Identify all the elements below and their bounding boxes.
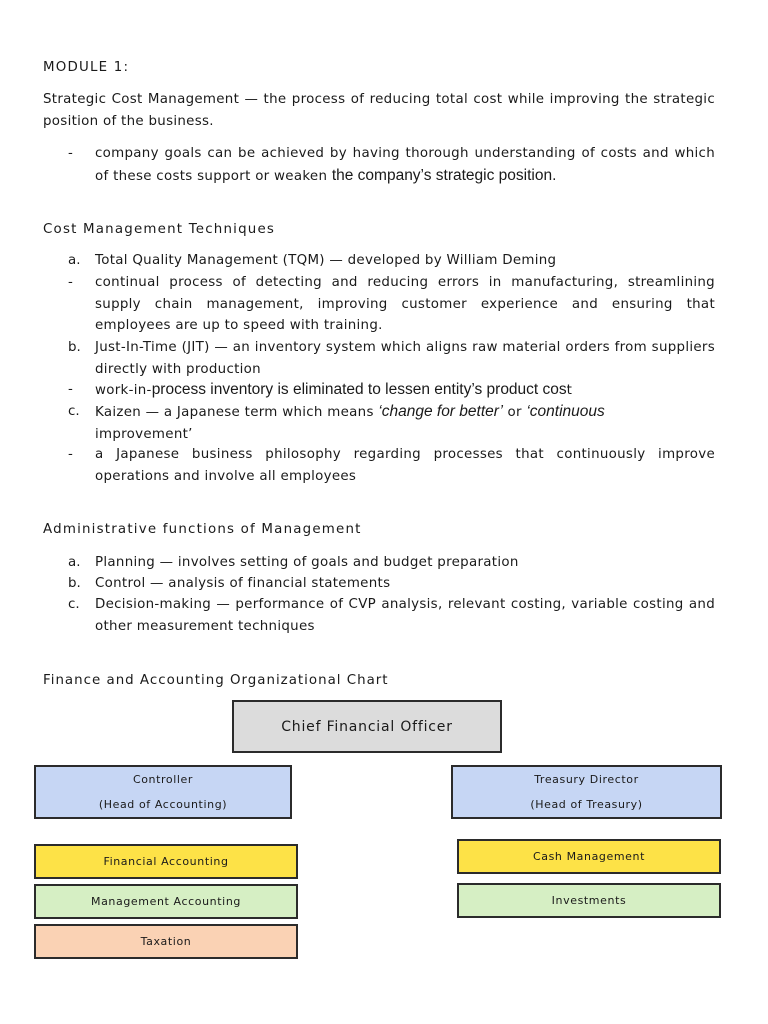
investments-box <box>457 883 721 918</box>
admin-item-planning: Planning — involves setting of goals and budget preparation <box>95 555 519 570</box>
admin-item-decision-making: Decision-making — performance of CVP analysis, relevant costing, variable costing and other measurement techniques <box>95 597 715 634</box>
jit-note <box>95 379 715 402</box>
intro-bullet-text: company goals can be achieved by having thorough understanding of costs and which of these costs support or weaken <box>95 146 715 184</box>
kaizen-marker: c. <box>68 404 80 419</box>
jit-marker: b. <box>68 340 81 355</box>
financial-accounting-label: Financial Accounting <box>103 855 229 868</box>
admin-marker-c: c. <box>68 597 80 612</box>
admin-marker-a: a. <box>68 555 81 570</box>
management-accounting-label: Management Accounting <box>91 895 241 908</box>
admin-item-control: Control — analysis of financial statements <box>95 576 391 591</box>
module-title: MODULE 1: <box>43 60 130 75</box>
intro-bullet <box>95 143 715 187</box>
kaizen-or: or <box>502 405 527 420</box>
techniques-heading: Cost Management Techniques <box>43 222 276 237</box>
jit-item: Just-In-Time (JIT) — an inventory system which aligns raw material orders from suppliers directly with production <box>95 340 715 377</box>
jit-note-emphasis: process inventory is eliminated to lessen entity’s product cos <box>151 381 567 398</box>
controller-sub: (Head of Accounting) <box>98 798 228 811</box>
intro-definition: — the process of reducing total cost while improving the strategic position of the business. <box>43 92 715 129</box>
tqm-marker: a. <box>68 253 81 268</box>
financial-accounting-box <box>34 844 298 879</box>
treasury-box <box>451 765 722 819</box>
jit-note-end: t <box>566 383 573 398</box>
treasury-sub: (Head of Treasury) <box>530 798 643 811</box>
management-accounting-box <box>34 884 298 919</box>
intro-term: Strategic Cost Management <box>43 92 240 107</box>
admin-heading: Administrative functions of Management <box>43 522 362 537</box>
cash-management-label: Cash Management <box>532 850 646 863</box>
intro-bullet-marker: - <box>68 146 73 161</box>
kaizen-item <box>95 401 715 445</box>
intro-bullet-emphasis: the company’s strategic position. <box>331 166 557 184</box>
investments-label: Investments <box>551 894 627 907</box>
intro-paragraph <box>43 89 715 132</box>
org-chart-title: Finance and Accounting Organizational Chart <box>43 673 389 688</box>
cfo-box <box>232 700 502 753</box>
taxation-label: Taxation <box>140 935 192 948</box>
kaizen-quote-1: ‘change for better’ <box>378 403 503 420</box>
jit-note-start: work-in- <box>95 383 152 398</box>
admin-marker-b: b. <box>68 576 81 591</box>
tqm-note: continual process of detecting and reducing errors in manufacturing, streamlining supply chain management, improving customer experience and ensuring that employees are up to speed with training. <box>95 275 715 333</box>
controller-label: Controller <box>132 773 194 786</box>
kaizen-quote-2: ‘continuous <box>526 403 605 420</box>
kaizen-quote-2-end: improvement’ <box>95 426 193 442</box>
taxation-box <box>34 924 298 959</box>
cash-management-box <box>457 839 721 874</box>
kaizen-note: a Japanese business philosophy regarding processes that continuously improve operations and involve all employees <box>95 447 715 484</box>
kaizen-note-marker: - <box>68 447 73 462</box>
tqm-note-marker: - <box>68 275 73 290</box>
tqm-item: Total Quality Management (TQM) — developed by William Deming <box>95 253 557 268</box>
kaizen-text: Kaizen — a Japanese term which means <box>95 405 379 420</box>
jit-note-marker: - <box>68 382 73 397</box>
cfo-label: Chief Financial Officer <box>281 718 453 735</box>
treasury-label: Treasury Director <box>534 773 639 786</box>
controller-box <box>34 765 292 819</box>
